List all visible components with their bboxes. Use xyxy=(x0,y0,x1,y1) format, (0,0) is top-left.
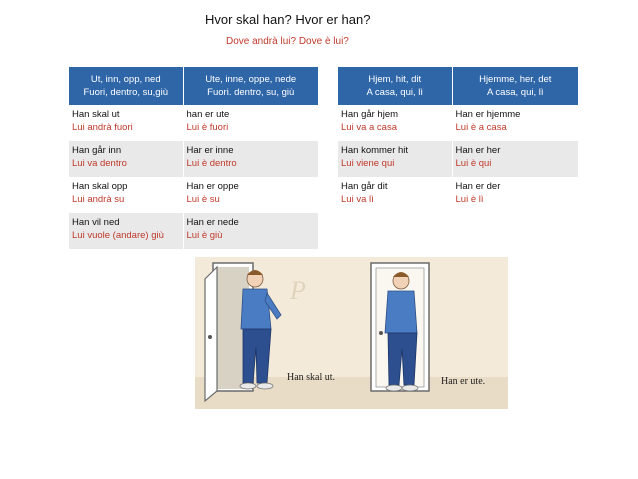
boy-shirt xyxy=(385,291,417,333)
table-header-cell xyxy=(69,67,183,105)
table-row xyxy=(338,105,578,141)
norwegian-text: Han vil ned xyxy=(72,217,120,228)
open-door-panel xyxy=(205,267,217,401)
header-line-italian: Fuori. dentro, su, giù xyxy=(207,87,295,98)
table-cell xyxy=(183,213,318,249)
norwegian-text: Han er nede xyxy=(186,217,239,228)
norwegian-text: Han kommer hit xyxy=(341,145,409,156)
table-row xyxy=(69,141,318,177)
table-row xyxy=(69,105,318,141)
boy-shoe xyxy=(257,383,273,389)
boy-jeans xyxy=(243,329,271,383)
italian-text: Lui andrà fuori xyxy=(72,122,133,133)
table-row xyxy=(338,177,578,213)
italian-text: Lui viene qui xyxy=(341,158,395,169)
table-cell xyxy=(452,177,578,213)
boy-shoe xyxy=(386,385,402,391)
table-header-row xyxy=(69,67,318,105)
illustration-boy-door xyxy=(195,257,508,409)
norwegian-text: Han skal opp xyxy=(72,181,128,192)
table-cell xyxy=(69,213,183,249)
caption-han-er-ute: Han er ute. xyxy=(441,376,486,387)
table-cell xyxy=(69,177,183,213)
caption-han-skal-ut: Han skal ut. xyxy=(287,372,336,383)
header-line-norwegian: Ut, inn, opp, ned xyxy=(90,74,161,85)
table-cell xyxy=(338,177,452,213)
norwegian-text: Han går hjem xyxy=(341,109,399,120)
table-cell xyxy=(338,141,452,177)
table-row xyxy=(338,141,578,177)
boy-shoe xyxy=(240,383,256,389)
header-line-norwegian: Ute, inne, oppe, nede xyxy=(205,74,297,85)
table-header-cell xyxy=(338,67,452,105)
norwegian-text: Han er der xyxy=(455,181,501,192)
door-knob-icon xyxy=(379,331,383,335)
header-line-norwegian: Hjem, hit, dit xyxy=(368,74,422,85)
table-cell xyxy=(183,177,318,213)
table-cell xyxy=(338,105,452,141)
faded-background-lettering: P xyxy=(290,276,306,305)
norwegian-text: Han skal ut xyxy=(72,109,120,120)
right-scene xyxy=(371,263,429,391)
header-line-norwegian: Hjemme, her, det xyxy=(479,74,552,85)
italian-text: Lui è fuori xyxy=(186,122,229,133)
table-header-row xyxy=(338,67,578,105)
page-subtitle: Dove andrà lui? Dove è lui? xyxy=(226,36,349,47)
header-line-italian: A casa, qui, lì xyxy=(486,87,544,98)
norwegian-text: Han er her xyxy=(455,145,501,156)
table-cell xyxy=(183,141,318,177)
table-cell xyxy=(183,105,318,141)
norwegian-text: Han er oppe xyxy=(186,181,239,192)
italian-text: Lui va lì xyxy=(341,194,374,205)
table-cell xyxy=(452,105,578,141)
norwegian-text: Har er inne xyxy=(186,145,234,156)
header-line-italian: A casa, qui, lì xyxy=(366,87,423,98)
italian-text: Lui va dentro xyxy=(72,158,127,169)
norwegian-text: han er ute xyxy=(186,109,230,120)
italian-text: Lui va a casa xyxy=(341,122,397,133)
norwegian-text: Han går dit xyxy=(341,181,388,192)
norwegian-text: Han er hjemme xyxy=(455,109,521,120)
table-row xyxy=(69,213,318,249)
italian-text: Lui è giù xyxy=(186,230,223,241)
header-line-italian: Fuori, dentro, su,giù xyxy=(83,87,168,98)
table-cell xyxy=(69,141,183,177)
italian-text: Lui è lì xyxy=(455,194,484,205)
italian-text: Lui è a casa xyxy=(455,122,507,133)
adverbs-table-home-here-there xyxy=(338,67,578,213)
italian-text: Lui andrà su xyxy=(72,194,125,205)
italian-text: Lui vuole (andare) giù xyxy=(72,230,164,241)
italian-text: Lui è su xyxy=(186,194,220,205)
adverbs-table-direction xyxy=(69,67,318,249)
italian-text: Lui è qui xyxy=(455,158,492,169)
table-header-cell xyxy=(452,67,578,105)
norwegian-text: Han går inn xyxy=(72,145,122,156)
table-cell xyxy=(69,105,183,141)
table-cell xyxy=(452,141,578,177)
door-knob-icon xyxy=(208,335,212,339)
page-title: Hvor skal han? Hvor er han? xyxy=(205,12,371,27)
italian-text: Lui è dentro xyxy=(186,158,237,169)
table-row xyxy=(69,177,318,213)
boy-shoe xyxy=(402,385,418,391)
table-header-cell xyxy=(183,67,318,105)
